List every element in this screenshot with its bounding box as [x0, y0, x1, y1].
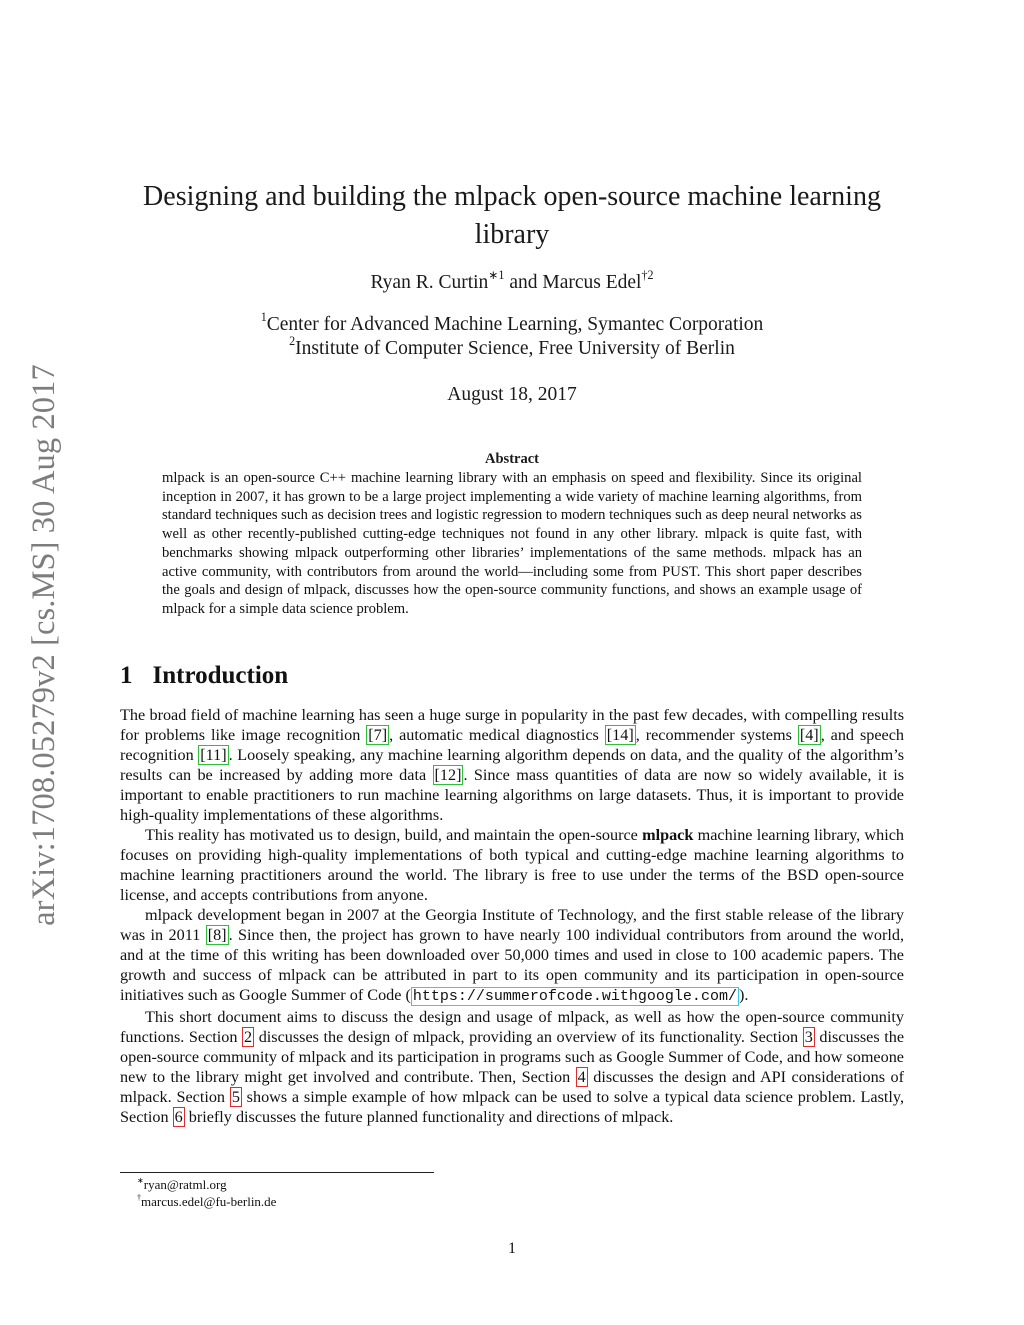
text-run: discusses the open-source community of mlpack and its participation in programs such as Google Summer of Code, and how someone new to the library might get involved and contribute. Then, Section [120, 1028, 905, 1086]
citation-link[interactable]: [8] [207, 926, 227, 944]
footnote-2-mark: † [137, 1192, 142, 1202]
author-edel-mark: †2 [641, 268, 654, 283]
affiliation-1-mark: 1 [260, 310, 267, 325]
text-run: . Loosely speaking, any machine learning algorithm depends on data, and the quality of the algorithm’s results can be increased by adding more data [120, 746, 904, 784]
abstract-heading: Abstract [485, 451, 539, 467]
introduction-body [120, 705, 904, 1127]
author-conjunction: and [509, 272, 538, 293]
text-run: The broad field of machine learning has seen a huge surge in popularity in the past few decades, with compelling results for problems like image recognition [120, 706, 904, 744]
section-ref-link[interactable]: 3 [804, 1028, 813, 1046]
affiliation-1 [100, 310, 924, 336]
paper-title: Designing and building the mlpack open-source machine learning library [143, 181, 881, 250]
citation-link[interactable]: [7] [368, 726, 388, 744]
text-run: discusses the design and API considerations of mlpack. Section [120, 1068, 904, 1106]
text-run: , and speech recognition [120, 726, 904, 764]
affiliation-2 [100, 334, 924, 360]
section-ref-link[interactable]: 2 [244, 1028, 253, 1046]
text-run: . Since then, the project has grown to have nearly 100 individual contributors from around the world, and at the time of this writing has been downloaded over 50,000 times and used in close to 100 academic papers. The growth and success of mlpack can be attributed in part to its open community and its participation in open-source initiatives such as Google Summer of Code ( [120, 926, 904, 1004]
citation-link[interactable]: [14] [606, 726, 634, 744]
section-ref-link[interactable]: 6 [174, 1108, 183, 1126]
text-run: machine learning library, which focuses on providing high-quality implementations of both typical and cutting-edge machine learning algorithms to machine learning practitioners around the world. The library is free to use under the terms of the BSD open-source license, and accepts contributions from anyone. [120, 826, 904, 904]
text-run: ). [738, 986, 749, 1004]
paragraph-2 [120, 825, 904, 905]
text-run: briefly discusses the future planned functionality and directions of mlpack. [184, 1108, 674, 1126]
author-curtin-mark: ∗1 [488, 268, 505, 283]
footnote-1-text: ryan@ratml.org [143, 1177, 227, 1192]
footnote-1-mark: ∗ [137, 1175, 144, 1185]
section-ref-link[interactable]: 4 [577, 1068, 586, 1086]
footnote-1 [137, 1177, 227, 1193]
affiliation-1-text: Center for Advanced Machine Learning, Symantec Corporation [266, 314, 764, 335]
text-run: This short document aims to discuss the design and usage of mlpack, as well as how the open-source community functions. Section [120, 1008, 904, 1046]
citation-link[interactable]: [4] [799, 726, 819, 744]
section-number: 1 [120, 662, 133, 689]
author-line [100, 268, 924, 294]
text-run: discusses the design of mlpack, providing an overview of its functionality. Section [254, 1028, 803, 1046]
paragraph-1 [120, 705, 904, 825]
text-run: shows a simple example of how mlpack can be used to solve a typical data science problem. Lastly, Section [120, 1088, 904, 1126]
citation-link[interactable]: [12] [434, 766, 462, 784]
affiliation-2-mark: 2 [289, 334, 296, 349]
footnote-rule [120, 1172, 434, 1173]
citation-link[interactable]: [11] [200, 746, 227, 764]
paragraph-4 [120, 1007, 904, 1127]
paper-date: August 18, 2017 [447, 384, 577, 405]
section-ref-link[interactable]: 5 [231, 1088, 240, 1106]
affiliation-2-text: Institute of Computer Science, Free University of Berlin [295, 338, 735, 359]
footnote-2 [137, 1194, 276, 1210]
text-run: mlpack development began in 2007 at the Georgia Institute of Technology, and the first stable release of the library was in 2011 [120, 906, 904, 944]
page-number: 1 [508, 1240, 516, 1257]
paragraph-3 [120, 905, 904, 1007]
author-edel: Marcus Edel [542, 272, 642, 293]
text-run: , recommender systems [635, 726, 798, 744]
text-run: This reality has motivated us to design, build, and maintain the open-source [145, 826, 643, 844]
mlpack-bold: mlpack [642, 826, 694, 844]
text-run: . Since mass quantities of data are now so widely available, it is important to enable practitioners to run machine learning algorithms on large datasets. Thus, it is important to provide high-quality implementations of these algorithms. [120, 766, 904, 824]
footnote-2-text: marcus.edel@fu-berlin.de [141, 1194, 277, 1209]
section-heading-introduction [120, 662, 288, 690]
author-curtin: Ryan R. Curtin [370, 272, 489, 293]
text-run: , automatic medical diagnostics [389, 726, 605, 744]
gsoc-url-link[interactable]: https://summerofcode.withgoogle.com/ [412, 988, 737, 1005]
abstract-text: mlpack is an open-source C++ machine learning library with an emphasis on speed and flexibility. Since its original inception in 2007, it has grown to be a large project implementing a wide variety of machine learning algorithms, from standard techniques such as decision trees and logistic regression to modern techniques such as deep neural networks as well as other recently-published cutting-edge techniques not found in any other library. mlpack is quite fast, with benchmarks showing mlpack outperforming other libraries’ implementations of the same methods. mlpack has an active community, with contributors from around the world—including some from PUST. This short paper describes the goals and design of mlpack, discusses how the open-source community functions, and shows an example usage of mlpack for a simple data science problem. [162, 470, 862, 617]
section-title: Introduction [152, 662, 289, 689]
arxiv-identifier-stamp: arXiv:1708.05279v2 [cs.MS] 30 Aug 2017 [26, 364, 62, 926]
